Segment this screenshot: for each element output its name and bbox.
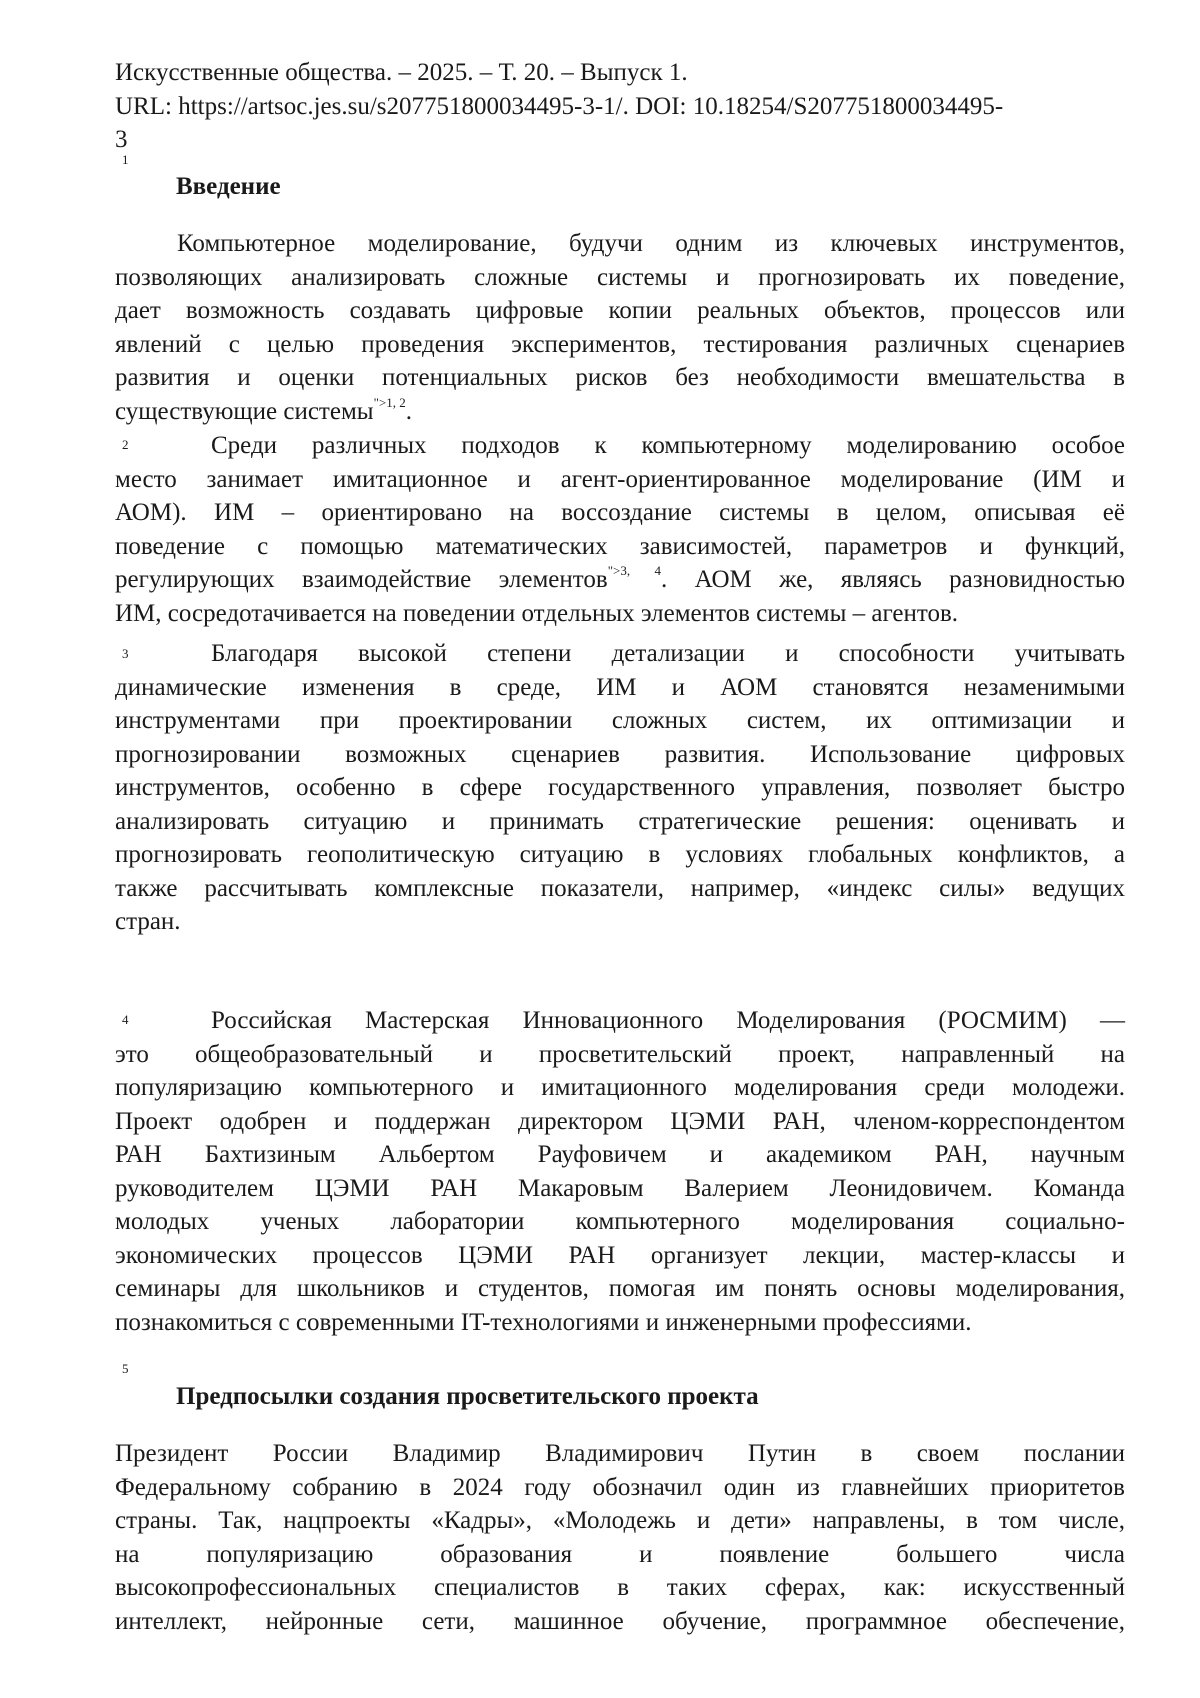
text-line: поведение с помощью математических зависимостей, параметров и функций, xyxy=(115,532,1125,560)
journal-header xyxy=(115,56,1125,157)
text-line: АОМ). ИМ – ориентировано на воссоздание системы в целом, описывая её xyxy=(115,499,1125,526)
paragraph-3 xyxy=(115,637,1125,939)
text-line: анализировать ситуацию и принимать стратегические решения: оценивать и xyxy=(115,807,1125,835)
text-line: также рассчитывать комплексные показатели, например, «индекс силы» ведущих xyxy=(115,874,1125,902)
paragraph-number: 1 xyxy=(122,152,129,167)
paragraph-number: 5 xyxy=(122,1361,129,1376)
text-line: дает возможность создавать цифровые копии реальных объектов, процессов или xyxy=(115,297,1125,324)
text-line: страны. Так, нацпроекты «Кадры», «Молодежь и дети» направлены, в том числе, xyxy=(115,1507,1125,1534)
text-line: РАН Бахтизиным Альбертом Рауфовичем и академиком РАН, научным xyxy=(115,1141,1125,1168)
text-line: молодых ученых лаборатории компьютерного моделирования социально- xyxy=(115,1208,1125,1235)
text-line: высокопрофессиональных специалистов в таких сферах, как: искусственный xyxy=(115,1574,1125,1601)
text-line: позволяющих анализировать сложные системы и прогнозировать их поведение, xyxy=(115,263,1125,291)
text-line: прогнозировании возможных сценариев развития. Использование цифровых xyxy=(115,740,1125,768)
text-line: Среди различных подходов к компьютерному моделированию особое xyxy=(211,432,1125,459)
text-line: руководителем ЦЭМИ РАН Макаровым Валерием Леонидовичем. Команда xyxy=(115,1174,1125,1202)
text-line: инструментов, особенно в сфере государственного управления, позволяет быстро xyxy=(115,774,1125,801)
text-fragment: регулирующих взаимодействие элементов xyxy=(115,566,608,593)
text-line: прогнозировать геополитическую ситуацию в условиях глобальных конфликтов, а xyxy=(115,841,1125,868)
text-fragment: . АОМ же, являясь разновидностью xyxy=(660,566,1126,593)
text-line: Президент России Владимир Владимирович Путин в своем послании xyxy=(115,1440,1125,1467)
paragraph-number: 2 xyxy=(122,437,129,452)
text-line: Благодаря высокой степени детализации и способности учитывать xyxy=(211,640,1125,667)
paragraph-number: 3 xyxy=(122,646,129,661)
text-line: место занимает имитационное и агент-ориентированное моделирование (ИМ и xyxy=(115,465,1125,493)
text-line: инструментами при проектировании сложных систем, их оптимизации и xyxy=(115,707,1125,734)
text-line: явлений с целью проведения экспериментов, тестирования различных сценариев xyxy=(115,330,1125,358)
text-line: Российская Мастерская Инновационного Моделирования (РОСМИМ) — xyxy=(211,1007,1125,1034)
text-line: Компьютерное моделирование, будучи одним из ключевых инструментов, xyxy=(177,230,1125,257)
text-line: ИМ, сосредотачивается на поведении отдельных элементов системы – агентов. xyxy=(115,599,959,627)
paragraph-5 xyxy=(115,1437,1125,1638)
reference-marker: ">1, 2 xyxy=(373,394,406,410)
paragraph-4 xyxy=(115,1004,1125,1339)
text-line xyxy=(115,563,1125,597)
text-line: динамические изменения в среде, ИМ и АОМ становятся незаменимыми xyxy=(115,673,1125,701)
section-heading-prerequisites: Предпосылки создания просветительского проекта xyxy=(176,1383,759,1410)
text-fragment: . xyxy=(405,397,412,425)
text-line: интеллект, нейронные сети, машинное обучение, программное обеспечение, xyxy=(115,1607,1125,1635)
reference-marker: ">3, 4 xyxy=(607,563,661,578)
text-line: развития и оценки потенциальных рисков без необходимости вмешательства в xyxy=(115,364,1125,391)
journal-doi-tail: 3 xyxy=(115,126,128,153)
text-line: Федеральному собранию в 2024 году обозначил один из главнейших приоритетов xyxy=(115,1473,1125,1501)
text-line: экономических процессов ЦЭМИ РАН организует лекции, мастер-классы и xyxy=(115,1241,1125,1269)
text-line: семинары для школьников и студентов, помогая им понять основы моделирования, xyxy=(115,1275,1125,1302)
text-line: это общеобразовательный и просветительский проект, направленный на xyxy=(115,1040,1125,1068)
paragraph-number: 4 xyxy=(122,1012,129,1027)
text-line: на популяризацию образования и появление большего числа xyxy=(115,1540,1125,1568)
text-line: стран. xyxy=(115,908,181,935)
paragraph-2 xyxy=(115,429,1125,630)
paragraph-1 xyxy=(115,227,1125,428)
text-line xyxy=(115,395,1125,429)
journal-citation: Искусственные общества. – 2025. – Т. 20. – Выпуск 1. xyxy=(115,59,688,86)
section-heading-introduction: Введение xyxy=(176,173,281,200)
text-fragment: существующие системы xyxy=(115,397,374,425)
text-line: познакомиться с современными IT-технологиями и инженерными профессиями. xyxy=(115,1308,972,1336)
journal-url-doi: URL: https://artsoc.jes.su/s207751800034495-3-1/. DOI: 10.18254/S207751800034495- xyxy=(115,92,1004,120)
text-line: Проект одобрен и поддержан директором ЦЭМИ РАН, членом-корреспондентом xyxy=(115,1107,1125,1135)
text-line: популяризацию компьютерного и имитационного моделирования среди молодежи. xyxy=(115,1074,1125,1101)
